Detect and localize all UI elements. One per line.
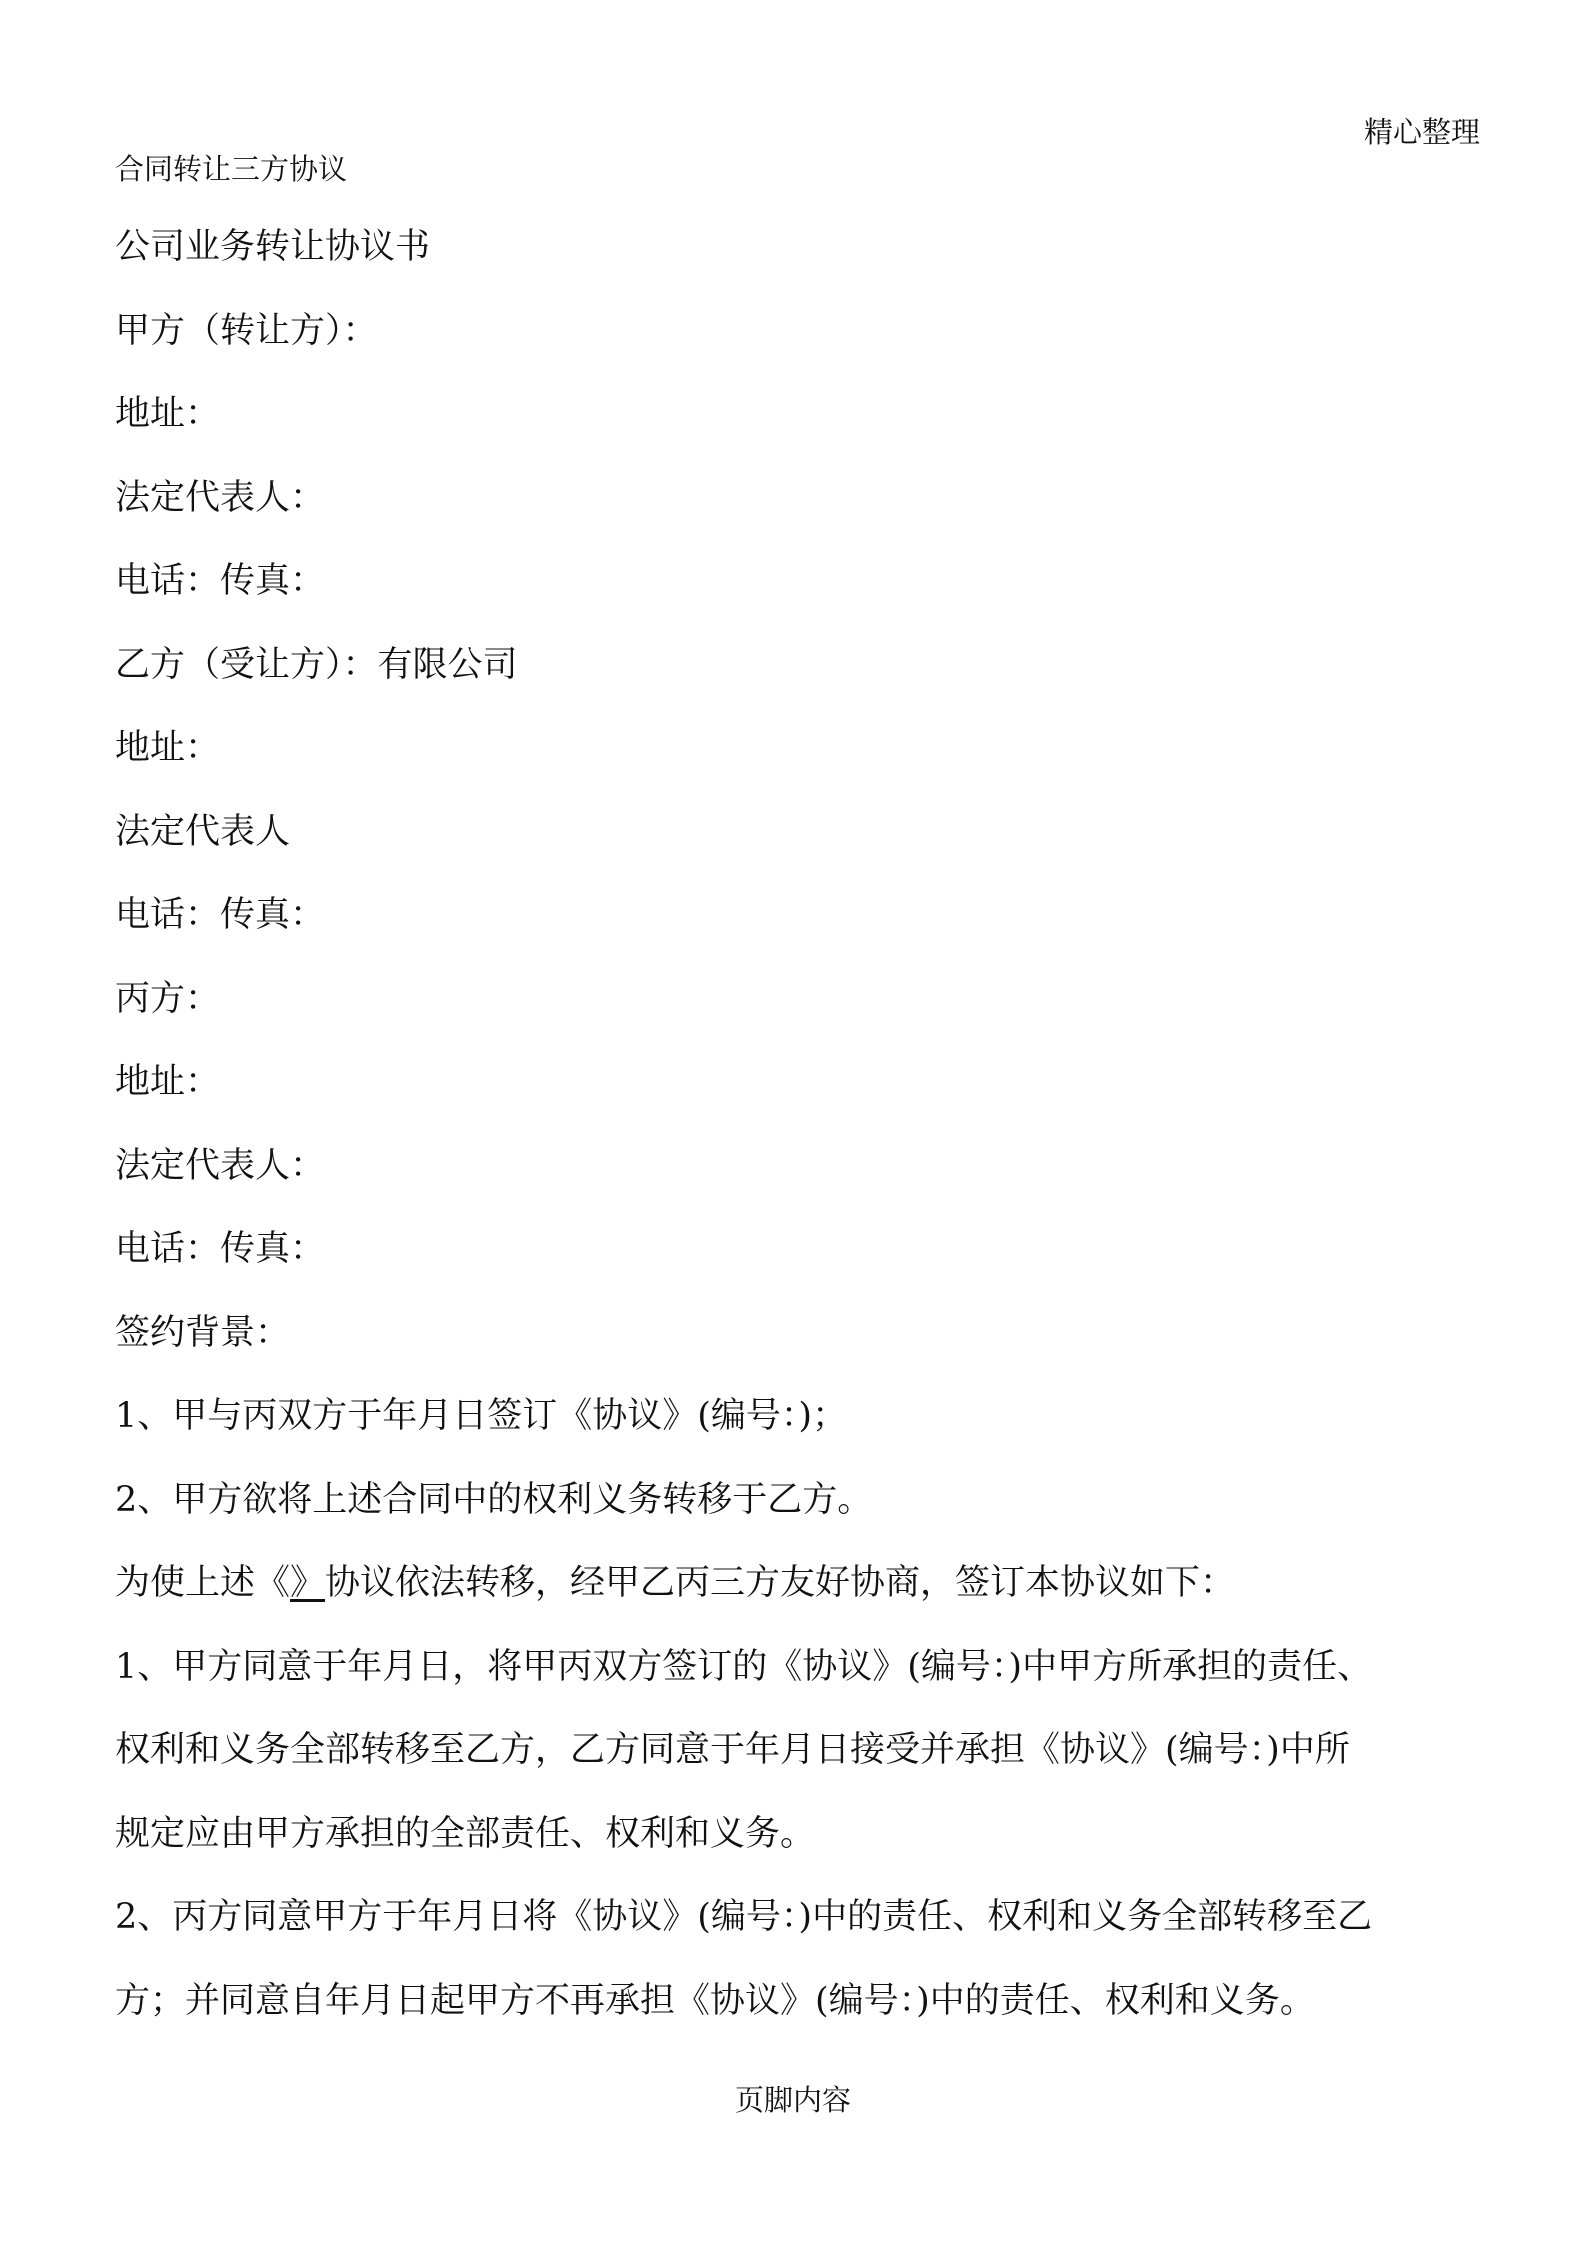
party-a-name: 甲方（转让方）： — [115, 310, 378, 351]
intro-pre: 为使上述《 — [115, 1563, 291, 1603]
party-a-contact: 电话：传真： — [115, 561, 326, 601]
intro-underlined: 》 — [290, 1563, 326, 1603]
party-b-name: 乙方（受让方）：有限公司 — [115, 644, 518, 685]
background-item-2: 2、甲方欲将上述合同中的权利义务转移于乙方。 — [115, 1479, 873, 1520]
party-b-address: 地址： — [115, 728, 221, 768]
clause-1-line-3: 规定应由甲方承担的全部责任、权利和义务。 — [115, 1813, 816, 1854]
background-item-1: 1、甲与丙双方于年月日签订《协议》(编号：)； — [115, 1396, 848, 1436]
party-a-address: 地址： — [115, 394, 221, 434]
party-c-address: 地址： — [115, 1062, 221, 1102]
page-footer: 页脚内容 — [734, 2083, 851, 2117]
header-note: 精心整理 — [1363, 115, 1480, 149]
intro-post: 协议依法转移，经甲乙丙三方友好协商，签订本协议如下： — [325, 1563, 1236, 1603]
party-b-legal-rep: 法定代表人 — [115, 811, 291, 852]
document-label: 合同转让三方协议 — [115, 152, 348, 186]
party-c-contact: 电话：传真： — [115, 1229, 326, 1269]
clause-2-line-2: 方；并同意自年月日起甲方不再承担《协议》(编号：)中的责任、权利和义务。 — [115, 1980, 1315, 2021]
document-title: 公司业务转让协议书 — [115, 227, 431, 267]
party-a-legal-rep: 法定代表人： — [115, 477, 326, 518]
party-c-name: 丙方： — [115, 978, 221, 1019]
party-b-contact: 电话：传真： — [115, 895, 326, 935]
clause-1-line-1: 1、甲方同意于年月日，将甲丙双方签订的《协议》(编号：)中甲方所承担的责任、 — [115, 1646, 1373, 1687]
intro-paragraph — [115, 1542, 1475, 1626]
background-heading: 签约背景： — [115, 1312, 291, 1353]
clause-2-line-1: 2、丙方同意甲方于年月日将《协议》(编号：)中的责任、权利和义务全部转移至乙 — [115, 1897, 1373, 1937]
document-body — [115, 206, 1475, 2043]
clause-1-line-2: 权利和义务全部转移至乙方，乙方同意于年月日接受并承担《协议》(编号：)中所 — [115, 1730, 1350, 1770]
party-c-legal-rep: 法定代表人： — [115, 1145, 326, 1186]
